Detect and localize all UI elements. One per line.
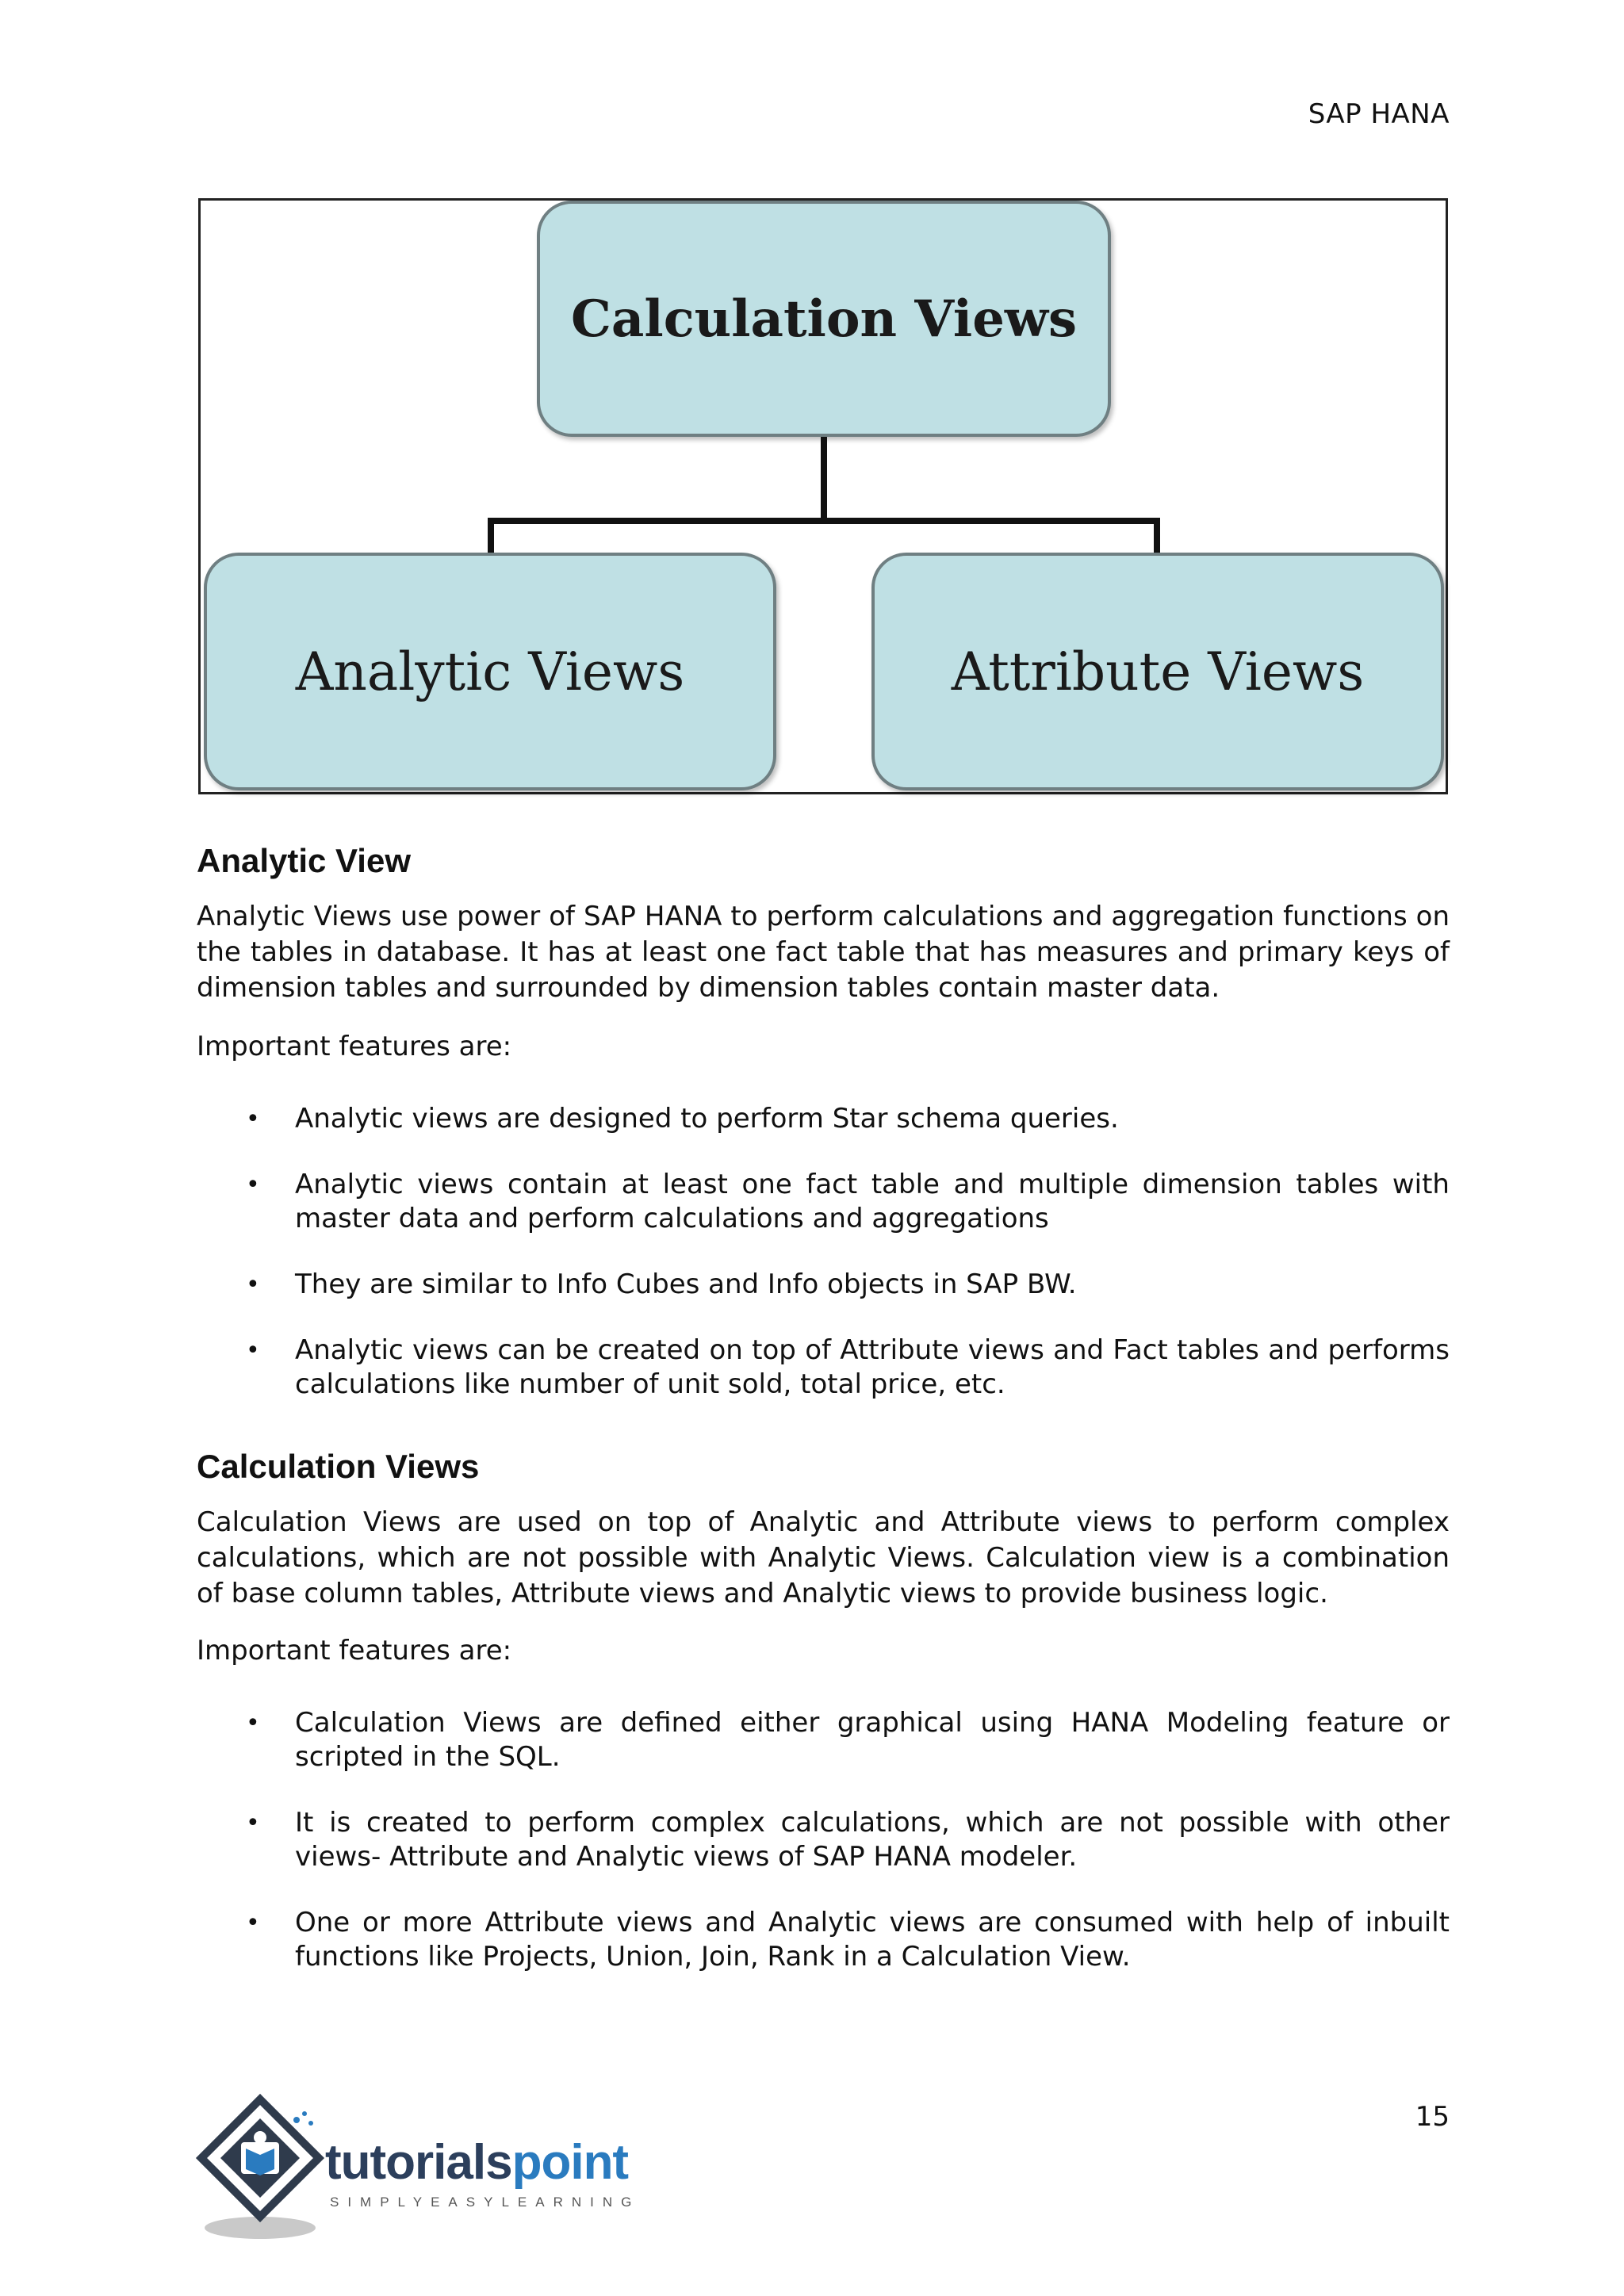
tutorialspoint-logo — [193, 2093, 641, 2244]
list-item — [197, 1806, 1450, 1874]
list-item-text: Calculation Views are defined either graphical using HANA Modeling feature or scripted in the SQL. — [295, 1707, 1450, 1773]
list-item — [197, 1334, 1450, 1402]
calculation-views-heading: Calculation Views — [197, 1448, 480, 1485]
analytic-views-box: Analytic Views — [204, 553, 776, 790]
connector-right-drop — [1154, 518, 1160, 554]
bullet-icon: • — [246, 1171, 260, 1199]
analytic-view-heading: Analytic View — [197, 842, 412, 879]
bullet-icon: • — [246, 1337, 260, 1364]
list-item — [197, 1268, 1450, 1302]
page-header: SAP HANA — [1308, 98, 1450, 130]
list-item-text: Analytic views are designed to perform Star schema queries. — [295, 1103, 1119, 1135]
list-item — [197, 1706, 1450, 1774]
bullet-icon: • — [246, 1271, 260, 1299]
analytic-view-paragraph: Analytic Views use power of SAP HANA to perform calculations and aggregation functions on the tables in database. It has at least one fact table that has measures and primary keys of dimension tables and surrounded by dimension tables contain master data. — [197, 901, 1450, 1004]
bullet-icon: • — [246, 1105, 260, 1133]
list-item-text: Analytic views contain at least one fact table and multiple dimension tables with master data and perform calculations and aggregations — [295, 1169, 1450, 1234]
logo-wordmark-main: tutorials — [325, 2135, 512, 2190]
logo-tagline: SIMPLYEASYLEARNING — [330, 2195, 641, 2210]
calculation-views-diagram — [198, 198, 1448, 794]
page-number: 15 — [1415, 2101, 1450, 2133]
list-item — [197, 1906, 1450, 1974]
connector-vertical — [821, 437, 827, 524]
calculation-views-box: Calculation Views — [537, 201, 1111, 437]
list-item — [197, 1168, 1450, 1236]
list-item-text: They are similar to Info Cubes and Info objects in SAP BW. — [295, 1269, 1077, 1300]
calculation-views-paragraph: Calculation Views are used on top of Analytic and Attribute views to perform complex calculations, which are not possible with Analytic Views. Calculation view is a combination of base column tables, Attribute views and Analytic views to provide business logic. — [197, 1506, 1450, 1609]
calculation-features-intro: Important features are: — [197, 1635, 512, 1667]
bullet-icon: • — [246, 1809, 260, 1837]
analytic-features-intro: Important features are: — [197, 1031, 512, 1062]
bullet-icon: • — [246, 1709, 260, 1737]
attribute-views-box: Attribute Views — [871, 553, 1444, 790]
list-item-text: It is created to perform complex calculations, which are not possible with other views- Attribute and Analytic views of SAP HANA modeler. — [295, 1807, 1450, 1873]
calculation-features-list — [197, 1706, 1450, 1974]
list-item-text: Analytic views can be created on top of Attribute views and Fact tables and performs calculations like number of unit sold, total price, etc. — [295, 1334, 1450, 1400]
list-item-text: One or more Attribute views and Analytic views are consumed with help of inbuilt functions like Projects, Union, Join, Rank in a Calculation View. — [295, 1907, 1450, 1973]
analytic-features-list — [197, 1102, 1450, 1402]
logo-wordmark — [325, 2134, 628, 2191]
bullet-icon: • — [246, 1909, 260, 1937]
list-item — [197, 1102, 1450, 1136]
tutorialspoint-logo-icon — [193, 2093, 328, 2244]
logo-wordmark-accent: point — [511, 2135, 629, 2190]
connector-left-drop — [488, 518, 494, 554]
connector-horizontal — [488, 518, 1160, 524]
